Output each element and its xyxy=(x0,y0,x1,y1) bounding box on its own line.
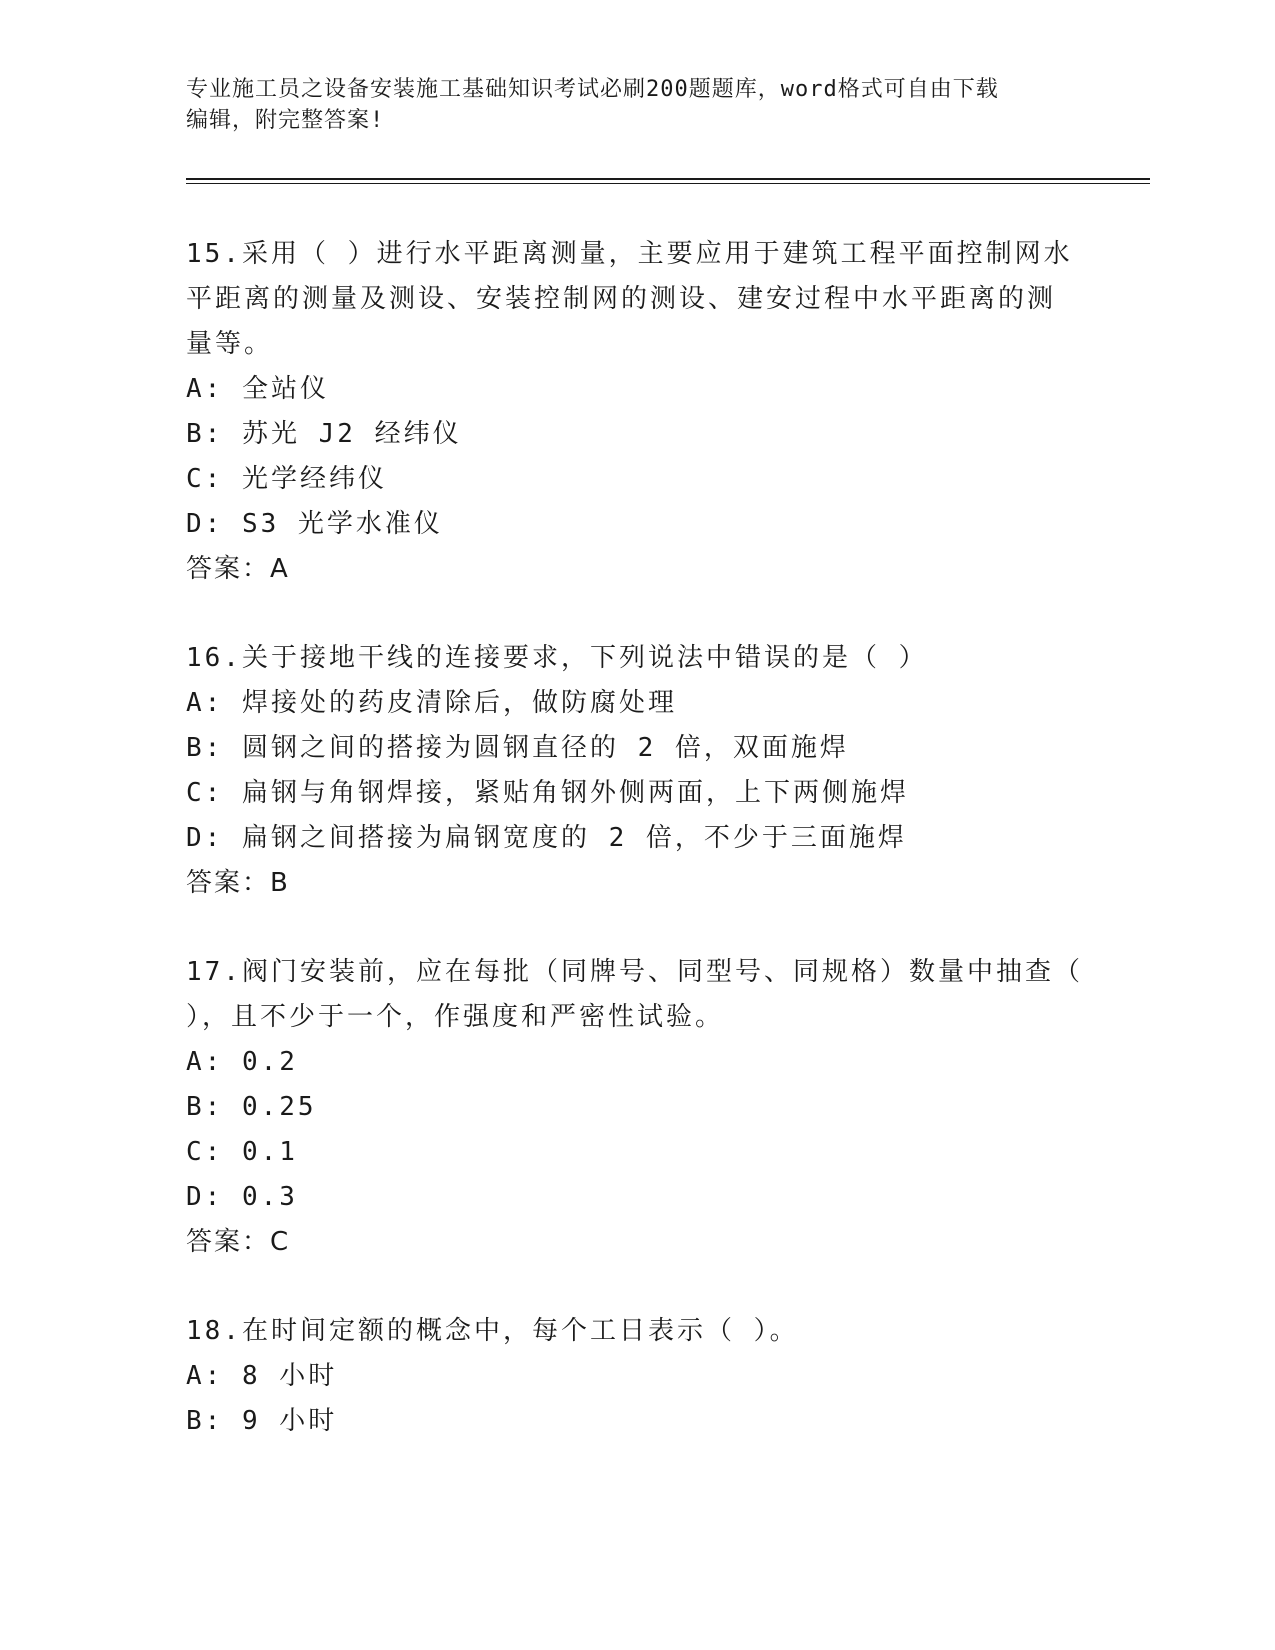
question-item xyxy=(186,1309,1086,1444)
option-b: B: 苏光 J2 经纬仪 xyxy=(186,419,462,449)
question-item xyxy=(186,232,1086,592)
question-item xyxy=(186,950,1086,1265)
option-c: C: 0.1 xyxy=(186,1137,298,1167)
answer-line: 答案：B xyxy=(186,868,290,898)
question-stem xyxy=(186,232,1086,367)
header-line: 编辑，附完整答案! xyxy=(186,108,385,133)
option-d: D: 0.3 xyxy=(186,1182,298,1212)
question-stem-line: 量等。 xyxy=(186,329,274,359)
question-stem-line: ），且不少于一个，作强度和严密性试验。 xyxy=(186,1002,725,1032)
question-stem xyxy=(186,1309,1086,1354)
option-c: C: 光学经纬仪 xyxy=(186,464,387,494)
document-header xyxy=(186,74,1066,136)
answer-line: 答案：C xyxy=(186,1227,291,1257)
option-b: B: 0.25 xyxy=(186,1092,317,1122)
option-a: A: 焊接处的药皮清除后，做防腐处理 xyxy=(186,688,677,718)
question-item xyxy=(186,636,1086,906)
question-stem-line: 平距离的测量及测设、安装控制网的测设、建安过程中水平距离的测 xyxy=(186,284,1057,314)
header-divider-thin xyxy=(186,183,1150,184)
question-stem-line: 17.阀门安装前，应在每批（同牌号、同型号、同规格）数量中抽查（ xyxy=(186,957,1083,987)
answer-line: 答案：A xyxy=(186,554,290,584)
option-b: B: 圆钢之间的搭接为圆钢直径的 2 倍，双面施焊 xyxy=(186,733,849,763)
question-stem xyxy=(186,950,1086,1040)
option-a: A: 全站仪 xyxy=(186,374,329,404)
question-stem-line: 16.关于接地干线的连接要求，下列说法中错误的是（ ） xyxy=(186,643,928,673)
option-b: B: 9 小时 xyxy=(186,1406,338,1436)
question-list xyxy=(186,232,1086,1488)
question-stem xyxy=(186,636,1086,681)
option-d: D: 扁钢之间搭接为扁钢宽度的 2 倍，不少于三面施焊 xyxy=(186,823,907,853)
option-a: A: 8 小时 xyxy=(186,1361,338,1391)
option-c: C: 扁钢与角钢焊接，紧贴角钢外侧两面，上下两侧施焊 xyxy=(186,778,909,808)
question-stem-line: 15.采用（ ）进行水平距离测量，主要应用于建筑工程平面控制网水 xyxy=(186,239,1073,269)
header-line: 专业施工员之设备安装施工基础知识考试必刷200题题库，word格式可自由下载 xyxy=(186,77,999,102)
option-a: A: 0.2 xyxy=(186,1047,298,1077)
question-stem-line: 18.在时间定额的概念中，每个工日表示（ ）。 xyxy=(186,1316,799,1346)
option-d: D: S3 光学水准仪 xyxy=(186,509,443,539)
header-divider xyxy=(186,178,1150,180)
